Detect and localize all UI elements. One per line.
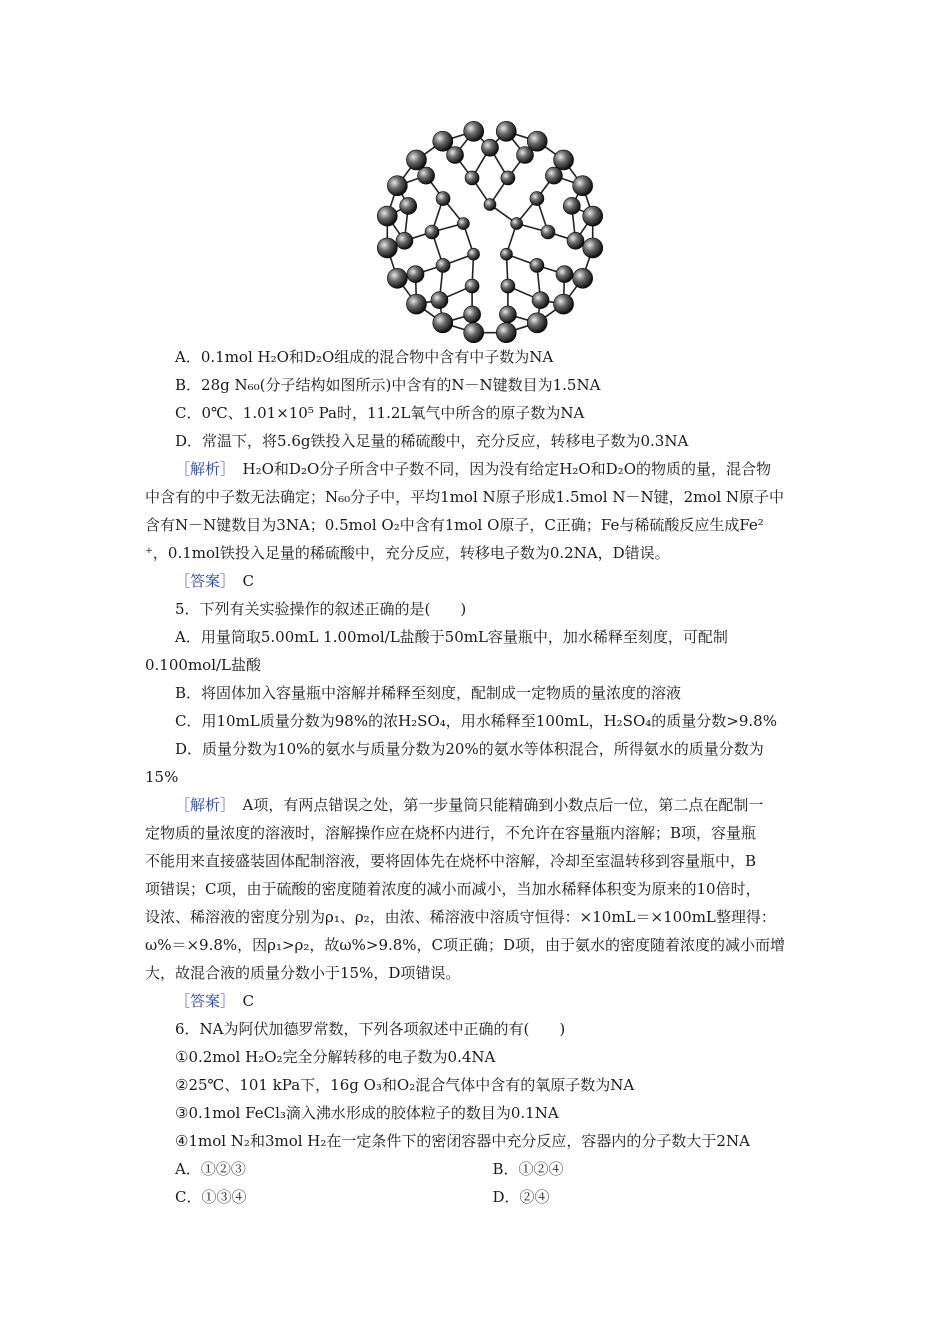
analysis-tag: ［解析］ <box>175 460 228 478</box>
atom-ball <box>406 150 426 170</box>
q5-analysis-line-6: ω%＝×9.8%，因ρ₁>ρ₂，故ω%>9.8%，C项正确；D项，由于氨水的密度随着浓度的减小而增 <box>145 936 786 954</box>
atom-ball <box>465 171 479 185</box>
q5-option-d-cont: 15% <box>145 768 179 786</box>
atom-ball <box>527 313 547 333</box>
atom-ball <box>425 225 439 239</box>
answer-tag: ［答案］ <box>175 992 228 1010</box>
q5-analysis-line-3: 不能用来直接盛装固体配制溶液，要将固体先在烧杯中溶解，冷却至室温转移到容量瓶中，B <box>145 852 757 870</box>
atom-ball <box>573 268 593 288</box>
q6-choices-row-2 <box>145 1183 810 1211</box>
q4-analysis-line-3: 含有N－N键数目为3NA；0.5mol O₂中含有1mol O原子，C正确；Fe与稀硫酸反应生成Fe² <box>145 516 764 534</box>
atom-ball <box>418 167 435 184</box>
atom-ball <box>484 199 496 211</box>
q4-option-b: B．28g N₆₀(分子结构如图所示)中含有的N－N键数目为1.5NA <box>175 376 601 394</box>
q5-analysis-line-2: 定物质的量浓度的溶液时，溶解操作应在烧杯内进行，不允许在容量瓶内溶解；B项，容量瓶 <box>145 824 757 842</box>
atom-ball <box>583 206 603 226</box>
atom-ball <box>554 294 574 314</box>
q6-item-4: ④1mol N₂和3mol H₂在一定条件下的密闭容器中充分反应，容器内的分子数大于2NA <box>175 1132 750 1150</box>
atom-ball <box>501 279 515 293</box>
q6-choices-row-1 <box>145 1155 810 1183</box>
atom-ball <box>500 248 512 260</box>
atom-ball <box>545 167 562 184</box>
answer-tag: ［答案］ <box>175 572 228 590</box>
analysis-tag: ［解析］ <box>175 796 228 814</box>
atom-ball <box>464 323 484 343</box>
atom-ball <box>563 197 580 214</box>
atom-ball <box>541 225 555 239</box>
atom-ball <box>501 171 515 185</box>
q6-item-3: ③0.1mol FeCl₃滴入沸水形成的胶体粒子的数目为0.1NA <box>175 1104 559 1122</box>
q4-option-c: C．0℃、1.01×10⁵ Pa时，11.2L氧气中所含的原子数为NA <box>175 404 585 422</box>
atom-ball <box>433 131 453 151</box>
atom-ball <box>387 268 407 288</box>
q6-stem: 6．NA为阿伏加德罗常数，下列各项叙述中正确的有( ) <box>175 1020 566 1038</box>
q5-analysis-line-5: 设浓、稀溶液的密度分别为ρ₁、ρ₂，由浓、稀溶液中溶质守恒得：×10mL＝×100mL整理得： <box>145 908 776 926</box>
n60-molecule-figure <box>370 120 610 345</box>
atom-ball <box>464 121 484 141</box>
question-content <box>145 343 810 1211</box>
q6-item-2: ②25℃、101 kPa下，16g O₃和O₂混合气体中含有的氧原子数为NA <box>175 1076 635 1094</box>
atom-ball <box>433 313 453 333</box>
atom-ball <box>387 176 407 196</box>
atom-ball <box>496 121 516 141</box>
q5-answer: ［答案］ C <box>175 992 255 1010</box>
q5-stem: 5．下列有关实验操作的叙述正确的是( ) <box>175 600 467 618</box>
q4-option-d: D．常温下，将5.6g铁投入足量的稀硫酸中，充分反应，转移电子数为0.3NA <box>175 432 689 450</box>
q5-analysis-line-1: ［解析］ A项，有两点错误之处，第一步量筒只能精确到小数点后一位，第二点在配制一 <box>175 796 764 814</box>
atom-ball <box>527 131 547 151</box>
q6-choice-d: D．②④ <box>492 1188 550 1206</box>
atom-ball <box>464 306 481 323</box>
q6-choice-b: B．①②④ <box>492 1160 564 1178</box>
q6-item-1: ①0.2mol H₂O₂完全分解转移的电子数为0.4NA <box>175 1048 496 1066</box>
atom-ball <box>406 294 426 314</box>
q4-answer: ［答案］ C <box>175 572 255 590</box>
atom-ball <box>377 238 397 258</box>
atom-ball <box>496 323 516 343</box>
atom-ball <box>465 279 479 293</box>
atom-ball <box>573 176 593 196</box>
atom-ball <box>583 238 603 258</box>
atom-ball <box>567 232 584 249</box>
atom-ball <box>468 248 480 260</box>
q5-option-a-cont: 0.100mol/L盐酸 <box>145 656 262 674</box>
atom-ball <box>532 292 549 309</box>
atom-ball <box>556 266 573 283</box>
q6-choice-c: C．①③④ <box>175 1188 247 1206</box>
atom-ball <box>482 139 499 156</box>
atom-ball <box>396 232 413 249</box>
atom-ball <box>407 266 424 283</box>
atom-ball <box>431 292 448 309</box>
q5-option-c: C．用10mL质量分数为98%的浓H₂SO₄，用水稀释至100mL，H₂SO₄的质量分数>9.8% <box>175 712 777 730</box>
atom-ball <box>530 258 544 272</box>
atom-ball <box>436 192 450 206</box>
q5-option-b: B．将固体加入容量瓶中溶解并稀释至刻度，配制成一定物质的量浓度的溶液 <box>175 684 682 702</box>
q4-analysis-line-1: ［解析］ H₂O和D₂O分子所含中子数不同，因为没有给定H₂O和D₂O的物质的量，混合物 <box>175 460 771 478</box>
atom-ball <box>511 218 523 230</box>
atom-ball <box>554 150 574 170</box>
atom-ball <box>436 258 450 272</box>
q4-option-a: A．0.1mol H₂O和D₂O组成的混合物中含有中子数为NA <box>175 348 554 366</box>
q5-option-d: D．质量分数为10%的氨水与质量分数为20%的氨水等体积混合，所得氨水的质量分数为 <box>175 740 764 758</box>
atom-ball <box>530 192 544 206</box>
atom-ball <box>377 206 397 226</box>
q6-choice-a: A．①②③ <box>175 1160 246 1178</box>
q5-analysis-line-4: 项错误；C项，由于硫酸的密度随着浓度的减小而减小，当加水稀释体积变为原来的10倍时， <box>145 880 761 898</box>
atom-ball <box>400 197 417 214</box>
atom-ball <box>499 306 516 323</box>
q5-option-a: A．用量筒取5.00mL 1.00mol/L盐酸于50mL容量瓶中，加水稀释至刻度，可配制 <box>175 628 728 646</box>
q4-analysis-line-4: ⁺，0.1mol铁投入足量的稀硫酸中，充分反应，转移电子数为0.2NA，D错误。 <box>145 544 670 562</box>
atom-ball <box>457 218 469 230</box>
q4-analysis-line-2: 中含有的中子数无法确定；N₆₀分子中，平均1mol N原子形成1.5mol N－N键，2mol N原子中 <box>145 488 785 506</box>
q5-analysis-line-7: 大，故混合液的质量分数小于15%，D项错误。 <box>145 964 461 982</box>
